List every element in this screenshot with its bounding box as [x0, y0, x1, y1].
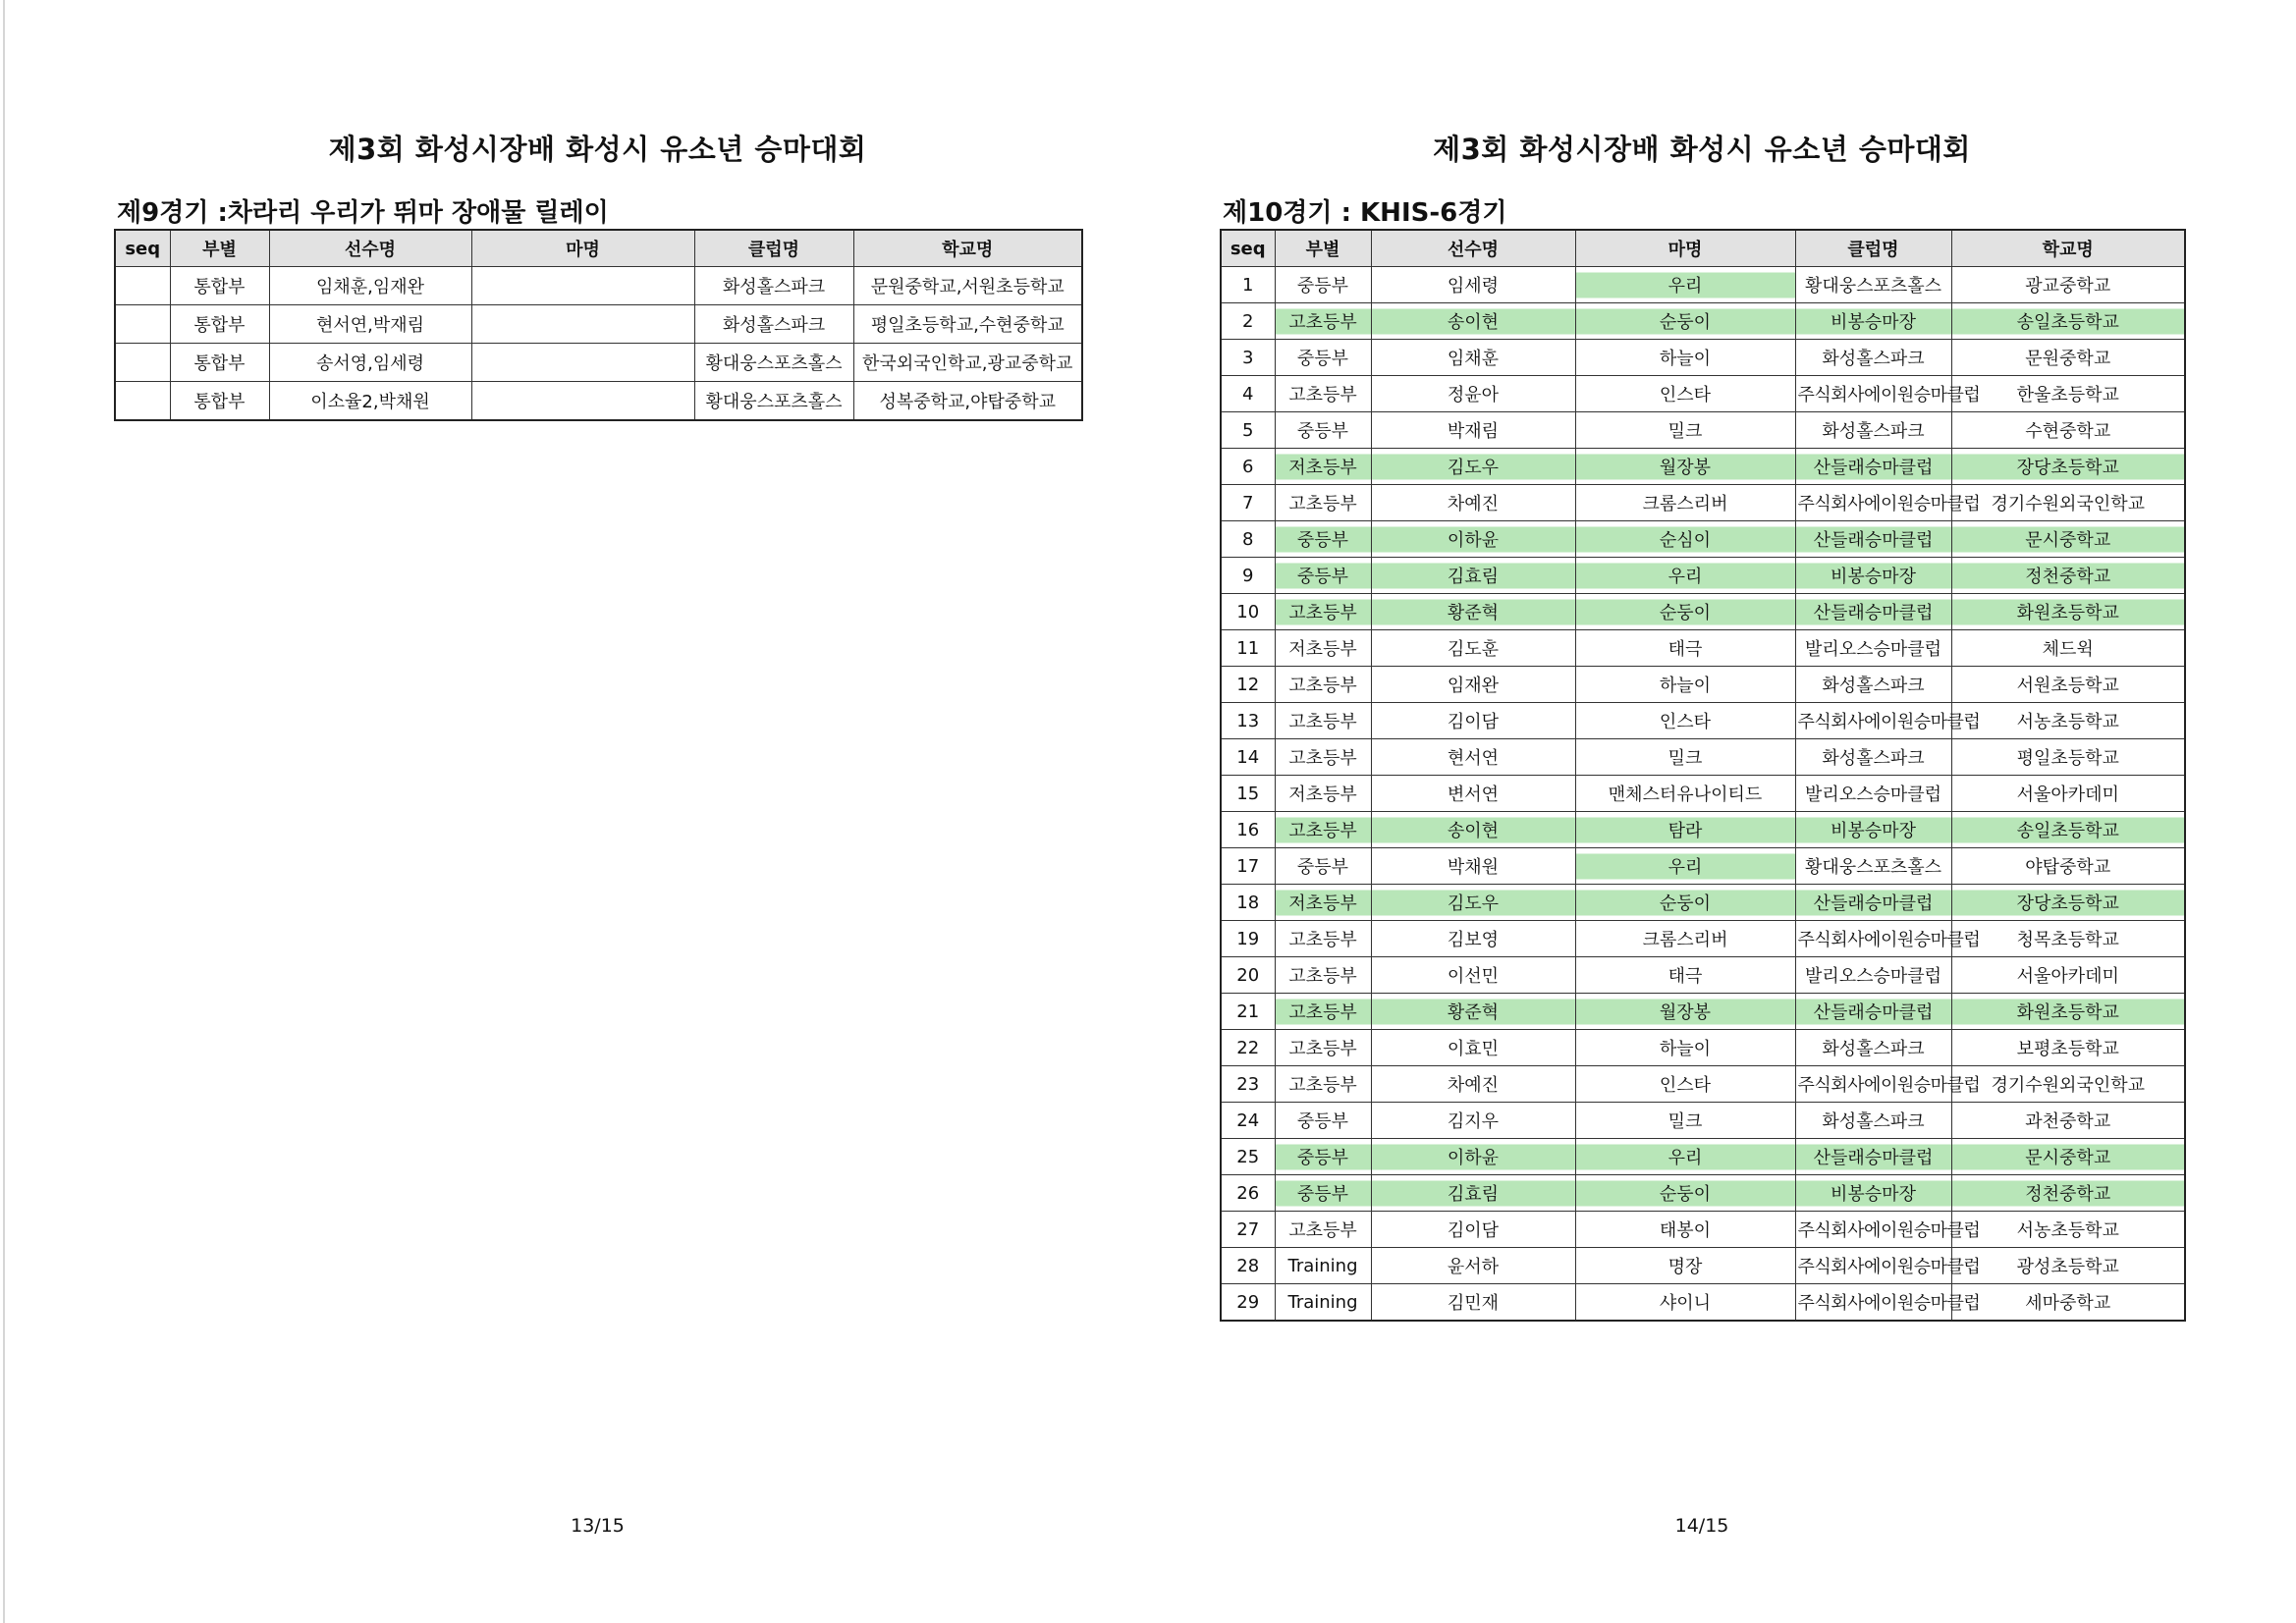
seq-cell: 2: [1221, 303, 1275, 340]
school-cell: 문시중학교: [1951, 1139, 2185, 1175]
club-cell: 발리오스승마클럽: [1795, 776, 1951, 812]
horse-cell: 하늘이: [1575, 340, 1795, 376]
rider-cell: 현서연: [1371, 739, 1575, 776]
club-cell: 황대웅스포츠홀스: [1795, 848, 1951, 885]
horse-cell: 밀크: [1575, 412, 1795, 449]
rider-cell: 김효림: [1371, 558, 1575, 594]
table-header-row: [1221, 230, 2185, 267]
rider-cell: 차예진: [1371, 485, 1575, 521]
seq-cell: 11: [1221, 630, 1275, 667]
school-cell: 장당초등학교: [1951, 885, 2185, 921]
seq-cell: 23: [1221, 1066, 1275, 1103]
horse-cell: 태극: [1575, 630, 1795, 667]
horse-cell: 순둥이: [1575, 885, 1795, 921]
club-cell: 황대웅스포츠홀스: [1795, 267, 1951, 303]
column-header: 학교명: [853, 230, 1082, 267]
club-cell: 화성홀스파크: [1795, 667, 1951, 703]
school-cell: 야탑중학교: [1951, 848, 2185, 885]
rider-cell: 윤서하: [1371, 1248, 1575, 1284]
club-cell: 비봉승마장: [1795, 558, 1951, 594]
club-cell: 산들래승마클럽: [1795, 521, 1951, 558]
rider-cell: 김도우: [1371, 449, 1575, 485]
division-cell: 중등부: [1275, 1175, 1371, 1212]
seq-cell: 24: [1221, 1103, 1275, 1139]
table-row: [1221, 1103, 2185, 1139]
club-cell: 발리오스승마클럽: [1795, 957, 1951, 994]
division-cell: 고초등부: [1275, 594, 1371, 630]
column-header: seq: [1221, 230, 1275, 267]
club-cell: 화성홀스파크: [1795, 739, 1951, 776]
school-cell: 광성초등학교: [1951, 1248, 2185, 1284]
school-cell: 서울아카데미: [1951, 776, 2185, 812]
club-cell: 주식회사에이원승마클럽: [1795, 1248, 1951, 1284]
horse-cell: 하늘이: [1575, 667, 1795, 703]
rider-cell: 김효림: [1371, 1175, 1575, 1212]
table-row: [115, 267, 1082, 305]
column-header: 부별: [1275, 230, 1371, 267]
rider-cell: 임재완: [1371, 667, 1575, 703]
club-cell: 비봉승마장: [1795, 812, 1951, 848]
horse-cell: 순둥이: [1575, 303, 1795, 340]
club-cell: 주식회사에이원승마클럽: [1795, 376, 1951, 412]
rider-cell: 이효민: [1371, 1030, 1575, 1066]
horse-cell: 명장: [1575, 1248, 1795, 1284]
rider-cell: 김도훈: [1371, 630, 1575, 667]
rider-cell: 이소율2,박채원: [269, 382, 471, 421]
table-row: [1221, 994, 2185, 1030]
division-cell: 고초등부: [1275, 1066, 1371, 1103]
school-cell: 평일초등학교,수현중학교: [853, 305, 1082, 344]
seq-cell: 16: [1221, 812, 1275, 848]
club-cell: 주식회사에이원승마클럽: [1795, 921, 1951, 957]
scan-edge-line: [3, 0, 5, 1623]
horse-cell: 태봉이: [1575, 1212, 1795, 1248]
club-cell: 화성홀스파크: [694, 305, 853, 344]
event-10-table: [1220, 229, 2186, 1322]
school-cell: 송일초등학교: [1951, 812, 2185, 848]
club-cell: 주식회사에이원승마클럽: [1795, 1066, 1951, 1103]
seq-cell: 4: [1221, 376, 1275, 412]
division-cell: 통합부: [170, 344, 269, 382]
club-cell: 산들래승마클럽: [1795, 1139, 1951, 1175]
rider-cell: 김지우: [1371, 1103, 1575, 1139]
rider-cell: 변서연: [1371, 776, 1575, 812]
column-header: 부별: [170, 230, 269, 267]
section-title: 제9경기 :차라리 우리가 뛰마 장애물 릴레이: [117, 198, 609, 228]
seq-cell: 10: [1221, 594, 1275, 630]
table-row: [1221, 449, 2185, 485]
horse-cell: 크롬스리버: [1575, 485, 1795, 521]
club-cell: 비봉승마장: [1795, 303, 1951, 340]
table-row: [1221, 1066, 2185, 1103]
school-cell: 서농초등학교: [1951, 703, 2185, 739]
seq-cell: 13: [1221, 703, 1275, 739]
seq-cell: 6: [1221, 449, 1275, 485]
horse-cell: 순둥이: [1575, 594, 1795, 630]
rider-cell: 송이현: [1371, 812, 1575, 848]
table-row: [1221, 776, 2185, 812]
column-header: 학교명: [1951, 230, 2185, 267]
table-row: [1221, 558, 2185, 594]
seq-cell: [115, 305, 170, 344]
division-cell: 고초등부: [1275, 667, 1371, 703]
school-cell: 서원초등학교: [1951, 667, 2185, 703]
club-cell: 주식회사에이원승마클럽: [1795, 1284, 1951, 1322]
school-cell: 서농초등학교: [1951, 1212, 2185, 1248]
division-cell: 고초등부: [1275, 376, 1371, 412]
school-cell: 평일초등학교: [1951, 739, 2185, 776]
rider-cell: 이하윤: [1371, 521, 1575, 558]
column-header: 클럽명: [1795, 230, 1951, 267]
club-cell: 산들래승마클럽: [1795, 594, 1951, 630]
table-row: [1221, 1175, 2185, 1212]
horse-cell: 탐라: [1575, 812, 1795, 848]
document-title: 제3회 화성시장배 화성시 유소년 승마대회: [1433, 133, 1971, 166]
division-cell: 저초등부: [1275, 885, 1371, 921]
table-row: [1221, 1212, 2185, 1248]
document-title: 제3회 화성시장배 화성시 유소년 승마대회: [328, 133, 867, 166]
horse-cell: 샤이니: [1575, 1284, 1795, 1322]
school-cell: 경기수원외국인학교: [1951, 485, 2185, 521]
rider-cell: 송서영,임세령: [269, 344, 471, 382]
table-row: [1221, 1248, 2185, 1284]
school-cell: 청목초등학교: [1951, 921, 2185, 957]
seq-cell: 7: [1221, 485, 1275, 521]
school-cell: 화원초등학교: [1951, 994, 2185, 1030]
horse-cell: [471, 305, 694, 344]
division-cell: 중등부: [1275, 848, 1371, 885]
division-cell: 중등부: [1275, 521, 1371, 558]
seq-cell: 29: [1221, 1284, 1275, 1322]
seq-cell: [115, 382, 170, 421]
table-row: [1221, 485, 2185, 521]
rider-cell: 이하윤: [1371, 1139, 1575, 1175]
column-header: 마명: [471, 230, 694, 267]
table-row: [1221, 667, 2185, 703]
horse-cell: 밀크: [1575, 739, 1795, 776]
right-page: [1220, 0, 2184, 1623]
school-cell: 화원초등학교: [1951, 594, 2185, 630]
horse-cell: 인스타: [1575, 703, 1795, 739]
division-cell: 고초등부: [1275, 703, 1371, 739]
horse-cell: 밀크: [1575, 1103, 1795, 1139]
rider-cell: 송이현: [1371, 303, 1575, 340]
division-cell: 중등부: [1275, 558, 1371, 594]
rider-cell: 김이담: [1371, 1212, 1575, 1248]
table-row: [1221, 921, 2185, 957]
division-cell: 고초등부: [1275, 485, 1371, 521]
division-cell: 고초등부: [1275, 1212, 1371, 1248]
table-row: [1221, 1139, 2185, 1175]
horse-cell: 맨체스터유나이티드: [1575, 776, 1795, 812]
horse-cell: [471, 344, 694, 382]
division-cell: 저초등부: [1275, 630, 1371, 667]
table-row: [1221, 848, 2185, 885]
division-cell: 고초등부: [1275, 921, 1371, 957]
page-number: 13/15: [571, 1515, 625, 1537]
table-row: [1221, 1030, 2185, 1066]
event-10-table-body: [1221, 267, 2185, 1322]
division-cell: 중등부: [1275, 412, 1371, 449]
seq-cell: 19: [1221, 921, 1275, 957]
horse-cell: 순심이: [1575, 521, 1795, 558]
school-cell: 성복중학교,야탑중학교: [853, 382, 1082, 421]
school-cell: 체드윅: [1951, 630, 2185, 667]
seq-cell: 22: [1221, 1030, 1275, 1066]
column-header: 클럽명: [694, 230, 853, 267]
school-cell: 문시중학교: [1951, 521, 2185, 558]
column-header: 마명: [1575, 230, 1795, 267]
seq-cell: 26: [1221, 1175, 1275, 1212]
table-row: [1221, 376, 2185, 412]
division-cell: 통합부: [170, 305, 269, 344]
rider-cell: 임세령: [1371, 267, 1575, 303]
school-cell: 한울초등학교: [1951, 376, 2185, 412]
seq-cell: 14: [1221, 739, 1275, 776]
school-cell: 수현중학교: [1951, 412, 2185, 449]
school-cell: 정천중학교: [1951, 558, 2185, 594]
table-row: [1221, 630, 2185, 667]
seq-cell: 28: [1221, 1248, 1275, 1284]
club-cell: 화성홀스파크: [1795, 340, 1951, 376]
table-header-row: [115, 230, 1082, 267]
rider-cell: 김보영: [1371, 921, 1575, 957]
school-cell: 송일초등학교: [1951, 303, 2185, 340]
club-cell: 화성홀스파크: [694, 267, 853, 305]
rider-cell: 황준혁: [1371, 994, 1575, 1030]
division-cell: 저초등부: [1275, 449, 1371, 485]
division-cell: 고초등부: [1275, 303, 1371, 340]
horse-cell: [471, 382, 694, 421]
seq-cell: 5: [1221, 412, 1275, 449]
column-header: 선수명: [1371, 230, 1575, 267]
club-cell: 화성홀스파크: [1795, 1103, 1951, 1139]
club-cell: 주식회사에이원승마클럽: [1795, 703, 1951, 739]
horse-cell: 순둥이: [1575, 1175, 1795, 1212]
table-row: [1221, 703, 2185, 739]
horse-cell: 인스타: [1575, 1066, 1795, 1103]
column-header: 선수명: [269, 230, 471, 267]
school-cell: 광교중학교: [1951, 267, 2185, 303]
division-cell: 저초등부: [1275, 776, 1371, 812]
table-row: [1221, 303, 2185, 340]
horse-cell: 우리: [1575, 267, 1795, 303]
horse-cell: 우리: [1575, 1139, 1795, 1175]
horse-cell: [471, 267, 694, 305]
rider-cell: 박채원: [1371, 848, 1575, 885]
table-row: [115, 344, 1082, 382]
table-row: [1221, 340, 2185, 376]
club-cell: 황대웅스포츠홀스: [694, 382, 853, 421]
seq-cell: 8: [1221, 521, 1275, 558]
division-cell: 고초등부: [1275, 1030, 1371, 1066]
horse-cell: 우리: [1575, 558, 1795, 594]
rider-cell: 박재림: [1371, 412, 1575, 449]
school-cell: 문원중학교,서원초등학교: [853, 267, 1082, 305]
club-cell: 산들래승마클럽: [1795, 449, 1951, 485]
table-row: [1221, 594, 2185, 630]
school-cell: 한국외국인학교,광교중학교: [853, 344, 1082, 382]
seq-cell: 18: [1221, 885, 1275, 921]
club-cell: 주식회사에이원승마클럽: [1795, 1212, 1951, 1248]
seq-cell: 25: [1221, 1139, 1275, 1175]
page-number: 14/15: [1674, 1515, 1729, 1537]
table-row: [115, 382, 1082, 421]
seq-cell: 27: [1221, 1212, 1275, 1248]
seq-cell: 15: [1221, 776, 1275, 812]
table-row: [1221, 412, 2185, 449]
seq-cell: 9: [1221, 558, 1275, 594]
school-cell: 과천중학교: [1951, 1103, 2185, 1139]
horse-cell: 태극: [1575, 957, 1795, 994]
column-header: seq: [115, 230, 170, 267]
division-cell: 중등부: [1275, 340, 1371, 376]
rider-cell: 김도우: [1371, 885, 1575, 921]
seq-cell: 12: [1221, 667, 1275, 703]
division-cell: 통합부: [170, 382, 269, 421]
school-cell: 보평초등학교: [1951, 1030, 2185, 1066]
horse-cell: 우리: [1575, 848, 1795, 885]
rider-cell: 임채훈,임재완: [269, 267, 471, 305]
seq-cell: [115, 344, 170, 382]
rider-cell: 정윤아: [1371, 376, 1575, 412]
school-cell: 정천중학교: [1951, 1175, 2185, 1212]
table-row: [115, 305, 1082, 344]
rider-cell: 김민재: [1371, 1284, 1575, 1322]
rider-cell: 임채훈: [1371, 340, 1575, 376]
club-cell: 주식회사에이원승마클럽: [1795, 485, 1951, 521]
table-row: [1221, 812, 2185, 848]
seq-cell: [115, 267, 170, 305]
club-cell: 산들래승마클럽: [1795, 994, 1951, 1030]
division-cell: 중등부: [1275, 267, 1371, 303]
seq-cell: 20: [1221, 957, 1275, 994]
horse-cell: 크롬스리버: [1575, 921, 1795, 957]
rider-cell: 김이담: [1371, 703, 1575, 739]
club-cell: 산들래승마클럽: [1795, 885, 1951, 921]
rider-cell: 이선민: [1371, 957, 1575, 994]
rider-cell: 차예진: [1371, 1066, 1575, 1103]
table-row: [1221, 1284, 2185, 1322]
table-row: [1221, 267, 2185, 303]
table-row: [1221, 885, 2185, 921]
seq-cell: 1: [1221, 267, 1275, 303]
seq-cell: 21: [1221, 994, 1275, 1030]
club-cell: 비봉승마장: [1795, 1175, 1951, 1212]
club-cell: 발리오스승마클럽: [1795, 630, 1951, 667]
club-cell: 황대웅스포츠홀스: [694, 344, 853, 382]
table-row: [1221, 739, 2185, 776]
division-cell: Training: [1275, 1248, 1371, 1284]
horse-cell: 월장봉: [1575, 994, 1795, 1030]
division-cell: 고초등부: [1275, 739, 1371, 776]
club-cell: 화성홀스파크: [1795, 412, 1951, 449]
school-cell: 서울아카데미: [1951, 957, 2185, 994]
horse-cell: 월장봉: [1575, 449, 1795, 485]
division-cell: 중등부: [1275, 1139, 1371, 1175]
rider-cell: 황준혁: [1371, 594, 1575, 630]
horse-cell: 하늘이: [1575, 1030, 1795, 1066]
section-title: 제10경기 : KHIS-6경기: [1223, 198, 1507, 228]
table-row: [1221, 957, 2185, 994]
division-cell: Training: [1275, 1284, 1371, 1322]
horse-cell: 인스타: [1575, 376, 1795, 412]
division-cell: 중등부: [1275, 1103, 1371, 1139]
rider-cell: 현서연,박재림: [269, 305, 471, 344]
table-row: [1221, 521, 2185, 558]
school-cell: 장당초등학교: [1951, 449, 2185, 485]
division-cell: 고초등부: [1275, 957, 1371, 994]
division-cell: 고초등부: [1275, 812, 1371, 848]
school-cell: 경기수원외국인학교: [1951, 1066, 2185, 1103]
event-9-table: [114, 229, 1083, 421]
left-page: [114, 0, 1081, 1623]
school-cell: 세마중학교: [1951, 1284, 2185, 1322]
seq-cell: 3: [1221, 340, 1275, 376]
seq-cell: 17: [1221, 848, 1275, 885]
division-cell: 통합부: [170, 267, 269, 305]
school-cell: 문원중학교: [1951, 340, 2185, 376]
event-9-table-body: [115, 267, 1082, 421]
division-cell: 고초등부: [1275, 994, 1371, 1030]
club-cell: 화성홀스파크: [1795, 1030, 1951, 1066]
